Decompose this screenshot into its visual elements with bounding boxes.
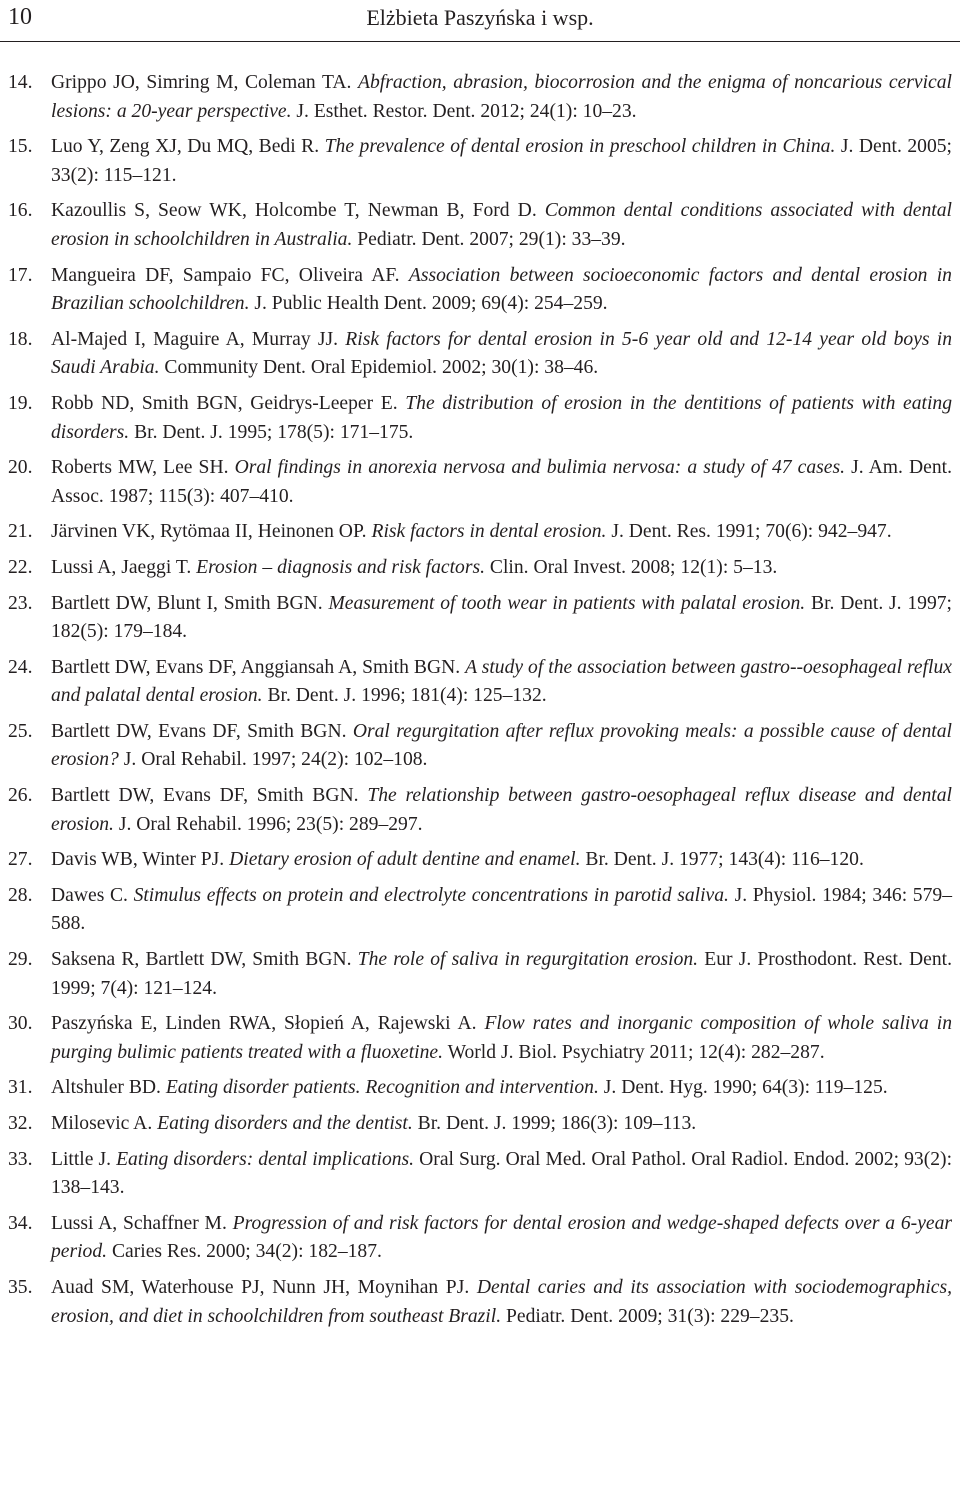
reference-title: Dietary erosion of adult dentine and enamel. — [229, 849, 581, 871]
reference-number: 22. — [8, 556, 33, 578]
reference-source: J. Dent. Hyg. 1990; 64(3): 119–125. — [603, 1077, 888, 1099]
reference-item — [0, 946, 960, 1003]
reference-number: 29. — [8, 949, 33, 971]
reference-source: Pediatr. Dent. 2009; 31(3): 229–235. — [506, 1305, 794, 1327]
reference-item — [0, 1210, 960, 1267]
running-head: Elżbieta Paszyńska i wsp. — [366, 5, 594, 30]
reference-authors: Auad SM, Waterhouse PJ, Nunn JH, Moynihan PJ. — [51, 1276, 470, 1298]
reference-item — [0, 1146, 960, 1203]
reference-number: 34. — [8, 1212, 33, 1234]
reference-item — [0, 554, 960, 583]
reference-authors: Järvinen VK, Rytömaa II, Heinonen OP. — [51, 521, 367, 543]
reference-number: 27. — [8, 849, 33, 871]
reference-number: 17. — [8, 264, 33, 286]
reference-source: J. Oral Rehabil. 1997; 24(2): 102–108. — [123, 749, 428, 771]
reference-title: The relationship between gastro-oesophageal reflux disease and dental erosion. — [51, 785, 952, 835]
reference-title: Risk factors for dental erosion in 5-6 year old and 12-14 year old boys in Saudi Arabia. — [51, 328, 952, 379]
reference-item — [0, 390, 960, 447]
reference-item — [0, 454, 960, 511]
reference-number: 32. — [8, 1113, 33, 1134]
reference-source: J. Public Health Dent. 2009; 69(4): 254–259. — [254, 293, 608, 315]
header-rule — [0, 41, 960, 42]
reference-title: The prevalence of dental erosion in preschool children in China. — [324, 136, 836, 158]
page-header — [0, 0, 960, 42]
reference-title: Oral regurgitation after reflux provoking meals: a possible cause of dental erosion? — [51, 720, 952, 771]
reference-item — [0, 1010, 960, 1067]
reference-authors: Lussi A, Schaffner M. — [51, 1212, 227, 1234]
reference-title: The distribution of erosion in the dentitions of patients with eating disorders. — [51, 392, 952, 443]
reference-authors: Bartlett DW, Blunt I, Smith BGN. — [51, 592, 323, 614]
page-number: 10 — [8, 4, 32, 30]
reference-number: 16. — [8, 200, 33, 222]
reference-source: Pediatr. Dent. 2007; 29(1): 33–39. — [357, 228, 626, 250]
reference-title: Eating disorders and the dentist. — [157, 1113, 413, 1134]
reference-item — [0, 1110, 960, 1139]
reference-title: Dental caries and its association with sociodemographics, erosion, and diet in schoolchildren from southeast Brazil. — [51, 1276, 952, 1327]
reference-item — [0, 654, 960, 711]
reference-number: 15. — [8, 136, 33, 158]
reference-item — [0, 718, 960, 775]
reference-authors: Kazoullis S, Seow WK, Holcombe T, Newman B, Ford D. — [51, 200, 537, 222]
reference-number: 33. — [8, 1148, 33, 1170]
reference-number: 25. — [8, 720, 33, 742]
reference-source: J. Dent. 2005; 33(2): 115–121. — [51, 136, 952, 186]
reference-title: Measurement of tooth wear in patients with palatal erosion. — [328, 592, 806, 614]
reference-title: Erosion – diagnosis and risk factors. — [196, 556, 486, 578]
reference-authors: Saksena R, Bartlett DW, Smith BGN. — [51, 949, 352, 971]
reference-source: Clin. Oral Invest. 2008; 12(1): 5–13. — [489, 556, 778, 578]
reference-authors: Bartlett DW, Evans DF, Anggiansah A, Smith BGN. — [51, 656, 461, 678]
reference-item — [0, 1074, 960, 1103]
reference-title: Eating disorders: dental implications. — [116, 1148, 415, 1170]
reference-item — [0, 69, 960, 126]
reference-authors: Dawes C. — [51, 884, 128, 906]
reference-number: 30. — [8, 1013, 33, 1035]
reference-authors: Mangueira DF, Sampaio FC, Oliveira AF. — [51, 264, 400, 286]
reference-item — [0, 590, 960, 647]
reference-title: Abfraction, abrasion, biocorrosion and the enigma of noncarious cervical lesions: a 20-year perspective. — [51, 72, 952, 122]
reference-source: Br. Dent. J. 1997; 182(5): 179–184. — [51, 592, 953, 643]
reference-title: Eating disorder patients. Recognition and intervention. — [165, 1077, 599, 1099]
reference-source: World J. Biol. Psychiatry 2011; 12(4): 282–287. — [447, 1041, 825, 1063]
reference-number: 23. — [8, 592, 33, 614]
reference-title: Risk factors in dental erosion. — [371, 521, 607, 543]
reference-source: Br. Dent. J. 1977; 143(4): 116–120. — [585, 849, 864, 871]
reference-source: J. Esthet. Restor. Dent. 2012; 24(1): 10–23. — [296, 100, 637, 122]
reference-title: Common dental conditions associated with dental erosion in schoolchildren in Australia. — [51, 200, 952, 250]
reference-list — [0, 69, 960, 1338]
reference-item — [0, 133, 960, 190]
reference-source: Eur J. Prosthodont. Rest. Dent. 1999; 7(4): 121–124. — [51, 949, 952, 999]
reference-source: Caries Res. 2000; 34(2): 182–187. — [111, 1241, 382, 1263]
reference-title: Association between socioeconomic factors and dental erosion in Brazilian schoolchildren. — [51, 264, 952, 315]
reference-number: 35. — [8, 1276, 33, 1298]
reference-authors: Grippo JO, Simring M, Coleman TA. — [51, 72, 352, 93]
reference-authors: Luo Y, Zeng XJ, Du MQ, Bedi R. — [51, 136, 320, 158]
reference-source: J. Dent. Res. 1991; 70(6): 942–947. — [611, 521, 892, 543]
reference-item — [0, 846, 960, 875]
reference-authors: Lussi A, Jaeggi T. — [51, 556, 192, 578]
reference-item — [0, 782, 960, 839]
reference-source: J. Am. Dent. Assoc. 1987; 115(3): 407–410. — [51, 457, 952, 507]
reference-number: 24. — [8, 656, 33, 678]
reference-authors: Little J. — [51, 1148, 112, 1170]
reference-number: 20. — [8, 457, 33, 479]
reference-title: Oral findings in anorexia nervosa and bulimia nervosa: a study of 47 cases. — [234, 457, 846, 479]
reference-number: 31. — [8, 1077, 33, 1099]
reference-title: Stimulus effects on protein and electrolyte concentrations in parotid saliva. — [133, 884, 729, 906]
reference-title: Progression of and risk factors for dental erosion and wedge-shaped defects over a 6-year period. — [51, 1212, 953, 1263]
reference-number: 18. — [8, 328, 33, 350]
reference-source: J. Oral Rehabil. 1996; 23(5): 289–297. — [118, 813, 423, 835]
reference-title: Flow rates and inorganic composition of whole saliva in purging bulimic patients treated with a fluoxetine. — [51, 1013, 952, 1063]
reference-number: 26. — [8, 785, 33, 807]
reference-number: 21. — [8, 521, 33, 543]
reference-number: 19. — [8, 392, 33, 414]
reference-authors: Bartlett DW, Evans DF, Smith BGN. — [51, 720, 347, 742]
reference-number: 14. — [8, 72, 33, 93]
reference-title: The role of saliva in regurgitation erosion. — [357, 949, 699, 971]
reference-source: Br. Dent. J. 1996; 181(4): 125–132. — [267, 685, 547, 707]
reference-authors: Altshuler BD. — [51, 1077, 161, 1099]
reference-title: A study of the association between gastro--oesophageal reflux and palatal dental erosion. — [51, 656, 952, 707]
reference-source: Br. Dent. J. 1999; 186(3): 109–113. — [417, 1113, 697, 1134]
reference-authors: Roberts MW, Lee SH. — [51, 457, 229, 479]
reference-source: Community Dent. Oral Epidemiol. 2002; 30(1): 38–46. — [164, 357, 599, 379]
reference-number: 28. — [8, 884, 33, 906]
reference-authors: Al-Majed I, Maguire A, Murray JJ. — [51, 328, 339, 350]
reference-source: Br. Dent. J. 1995; 178(5): 171–175. — [134, 421, 414, 443]
reference-item — [0, 326, 960, 383]
reference-item — [0, 1274, 960, 1331]
reference-authors: Bartlett DW, Evans DF, Smith BGN. — [51, 785, 359, 807]
reference-source: J. Physiol. 1984; 346: 579–588. — [51, 884, 952, 935]
reference-item — [0, 518, 960, 547]
reference-item — [0, 262, 960, 319]
reference-authors: Davis WB, Winter PJ. — [51, 849, 225, 871]
reference-source: Oral Surg. Oral Med. Oral Pathol. Oral Radiol. Endod. 2002; 93(2): 138–143. — [51, 1148, 953, 1199]
reference-item — [0, 197, 960, 254]
reference-authors: Milosevic A. — [51, 1113, 153, 1134]
reference-authors: Robb ND, Smith BGN, Geidrys-Leeper E. — [51, 392, 398, 414]
reference-item — [0, 882, 960, 939]
reference-authors: Paszyńska E, Linden RWA, Słopień A, Rajewski A. — [51, 1013, 477, 1035]
